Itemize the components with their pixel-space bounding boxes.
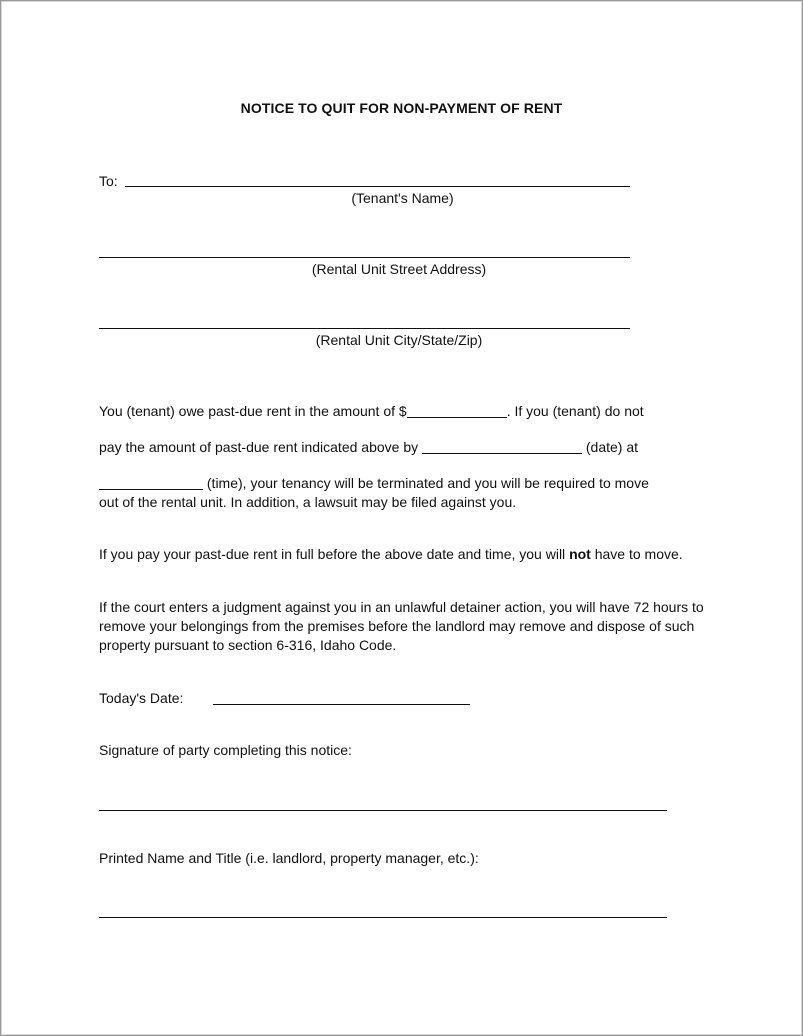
para2 bbox=[99, 545, 719, 564]
street-address-line[interactable] bbox=[99, 257, 630, 258]
due-time-blank[interactable] bbox=[99, 475, 203, 490]
tenant-name-caption: (Tenant's Name) bbox=[351, 190, 454, 206]
para1-line4: out of the rental unit. In addition, a lawsuit may be filed against you. bbox=[99, 494, 517, 510]
printed-name-line[interactable] bbox=[99, 917, 667, 918]
todays-date-line[interactable] bbox=[213, 704, 470, 705]
para1-line1-text-b: . If you (tenant) do not bbox=[506, 403, 644, 419]
todays-date-label: Today's Date: bbox=[99, 690, 184, 706]
para1-line2-text-a: pay the amount of past-due rent indicated above by bbox=[99, 439, 419, 455]
signature-line[interactable] bbox=[99, 810, 667, 811]
document-title: NOTICE TO QUIT FOR NON-PAYMENT OF RENT bbox=[240, 100, 563, 116]
street-address-caption: (Rental Unit Street Address) bbox=[311, 261, 487, 277]
rent-amount-blank[interactable] bbox=[407, 403, 507, 418]
para2-text-a: If you pay your past-due rent in full before the above date and time, you will bbox=[99, 546, 570, 562]
to-label: To: bbox=[99, 173, 118, 189]
para3: If the court enters a judgment against you in an unlawful detainer action, you will have 72 hours to remove your belongings from the premises before the landlord may remove and dispose of such property pursuant to section 6-316, Idaho Code. bbox=[99, 599, 704, 653]
para1-line1 bbox=[99, 402, 644, 421]
city-state-zip-line[interactable] bbox=[99, 328, 630, 329]
para1-line1-text-a: You (tenant) owe past-due rent in the amount of $ bbox=[99, 403, 407, 419]
city-state-zip-caption: (Rental Unit City/State/Zip) bbox=[315, 332, 483, 348]
para2-text-b: have to move. bbox=[590, 546, 683, 562]
para1-line3 bbox=[99, 474, 649, 493]
tenant-name-line[interactable] bbox=[125, 186, 630, 187]
due-date-blank[interactable] bbox=[422, 439, 582, 454]
signature-label: Signature of party completing this notice: bbox=[99, 742, 352, 758]
printed-name-label: Printed Name and Title (i.e. landlord, property manager, etc.): bbox=[99, 850, 479, 866]
para1-line3-text: (time), your tenancy will be terminated and you will be required to move bbox=[206, 475, 649, 491]
para1-line2-text-b: (date) at bbox=[585, 439, 639, 455]
para1-line2 bbox=[99, 438, 638, 457]
para2-bold-not: not bbox=[569, 546, 591, 562]
